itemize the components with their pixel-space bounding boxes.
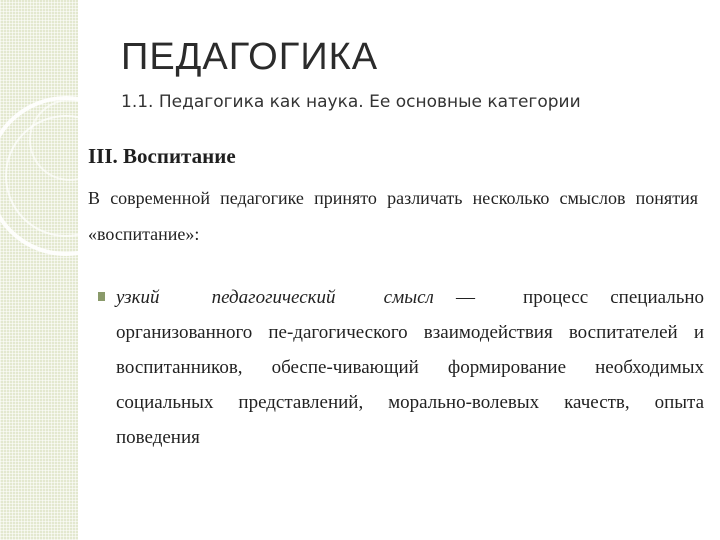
definition-text: процесс специально организованного пе-дагогического взаимодействия воспитателей и воспитанников, обеспе-чивающий формирование необходимых социальных представлений, морально-волевых качеств, опыта поведения xyxy=(116,287,705,448)
decorative-side-panel xyxy=(0,0,78,540)
slide-subtitle: 1.1. Педагогика как наука. Ее основные категории xyxy=(121,92,581,112)
term-dash: — xyxy=(455,287,475,308)
bullet-text xyxy=(116,280,704,455)
term-word-3: смысл xyxy=(383,287,434,308)
section-heading: III. Воспитание xyxy=(88,144,236,168)
bullet-square-icon xyxy=(98,292,105,301)
term-word-2: педагогический xyxy=(211,287,336,308)
slide-title: ПЕДАГОГИКА xyxy=(121,36,379,78)
decorative-circles-graphic xyxy=(0,0,78,540)
term-word-1: узкий xyxy=(116,287,160,308)
intro-paragraph: В современной педагогике принято различать несколько смыслов понятия «воспитание»: xyxy=(88,188,698,244)
